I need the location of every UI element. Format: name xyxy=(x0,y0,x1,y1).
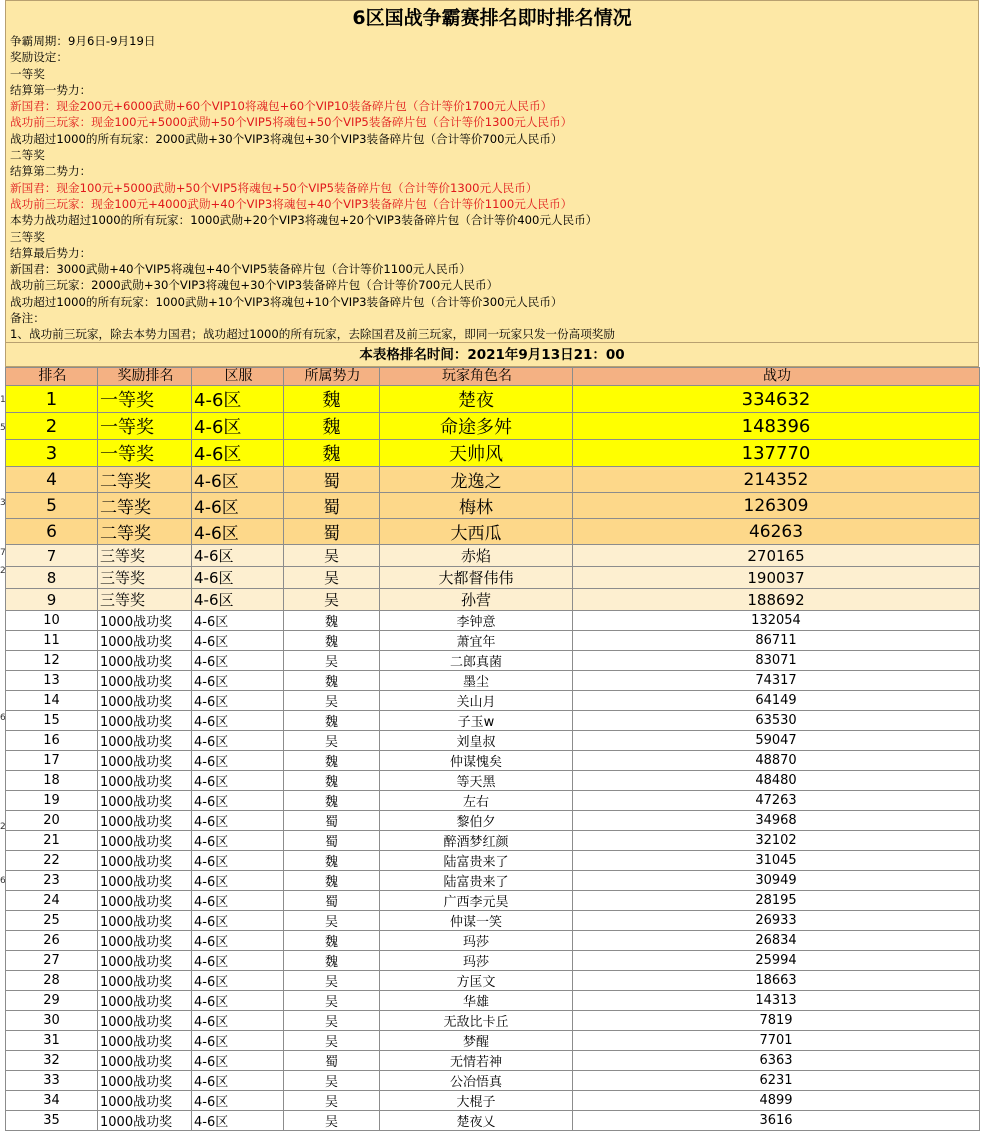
faction-cell[interactable]: 魏 xyxy=(284,771,380,791)
faction-cell[interactable]: 蜀 xyxy=(284,519,380,545)
player-name-cell[interactable]: 刘皇叔 xyxy=(380,731,573,751)
rules-line: 备注： xyxy=(10,311,45,326)
merit-cell[interactable]: 18663 xyxy=(573,971,980,991)
rank-cell[interactable]: 9 xyxy=(6,589,98,611)
faction-cell[interactable]: 魏 xyxy=(284,951,380,971)
server-cell[interactable]: 4-6区 xyxy=(192,545,284,567)
faction-cell[interactable]: 吴 xyxy=(284,1031,380,1051)
server-cell[interactable]: 4-6区 xyxy=(192,519,284,545)
server-cell[interactable]: 4-6区 xyxy=(192,1071,284,1091)
server-cell[interactable]: 4-6区 xyxy=(192,691,284,711)
prize-cell[interactable]: 一等奖 xyxy=(98,413,192,440)
server-cell[interactable]: 4-6区 xyxy=(192,771,284,791)
player-name-cell[interactable]: 梅林 xyxy=(380,493,573,519)
table-row xyxy=(6,1111,980,1131)
player-name-cell[interactable]: 方匡文 xyxy=(380,971,573,991)
faction-cell[interactable]: 吴 xyxy=(284,991,380,1011)
merit-cell[interactable]: 83071 xyxy=(573,651,980,671)
server-cell[interactable]: 4-6区 xyxy=(192,567,284,589)
rank-cell[interactable]: 3 xyxy=(6,440,98,467)
server-cell[interactable]: 4-6区 xyxy=(192,631,284,651)
rank-cell[interactable]: 26 xyxy=(6,931,98,951)
server-cell[interactable]: 4-6区 xyxy=(192,811,284,831)
table-row xyxy=(6,751,980,771)
table-row xyxy=(6,831,980,851)
rank-cell[interactable]: 1 xyxy=(6,386,98,413)
player-name-cell[interactable]: 无敌比卡丘 xyxy=(380,1011,573,1031)
col-header-player-name[interactable]: 玩家角色名 xyxy=(380,368,573,386)
prize-cell[interactable]: 1000战功奖 xyxy=(98,811,192,831)
faction-cell[interactable]: 吴 xyxy=(284,1111,380,1131)
faction-cell[interactable]: 吴 xyxy=(284,545,380,567)
rank-cell[interactable]: 2 xyxy=(6,413,98,440)
ranking-time-banner[interactable]: 本表格排名时间：2021年9月13日21：00 xyxy=(5,343,979,367)
merit-cell[interactable]: 86711 xyxy=(573,631,980,651)
faction-cell[interactable]: 魏 xyxy=(284,413,380,440)
gutter-mark: 2 xyxy=(0,822,6,832)
prize-cell[interactable]: 1000战功奖 xyxy=(98,1011,192,1031)
rank-cell[interactable]: 28 xyxy=(6,971,98,991)
rules-line: 战功前三玩家：现金100元+5000武勋+50个VIP5将魂包+50个VIP5装备碎片包（合计等价1300元人民币） xyxy=(10,115,573,130)
table-row xyxy=(6,611,980,631)
player-name-cell[interactable]: 广西李元昊 xyxy=(380,891,573,911)
server-cell[interactable]: 4-6区 xyxy=(192,871,284,891)
prize-cell[interactable]: 二等奖 xyxy=(98,493,192,519)
prize-cell[interactable]: 1000战功奖 xyxy=(98,791,192,811)
merit-cell[interactable]: 59047 xyxy=(573,731,980,751)
faction-cell[interactable]: 魏 xyxy=(284,671,380,691)
gutter-mark: 6 xyxy=(0,876,6,886)
faction-cell[interactable]: 蜀 xyxy=(284,467,380,493)
prize-cell[interactable]: 1000战功奖 xyxy=(98,931,192,951)
prize-cell[interactable]: 1000战功奖 xyxy=(98,751,192,771)
server-cell[interactable]: 4-6区 xyxy=(192,791,284,811)
rules-line: 一等奖 xyxy=(10,66,45,81)
merit-cell[interactable]: 190037 xyxy=(573,567,980,589)
server-cell[interactable]: 4-6区 xyxy=(192,991,284,1011)
merit-cell[interactable]: 334632 xyxy=(573,386,980,413)
prize-cell[interactable]: 1000战功奖 xyxy=(98,1031,192,1051)
player-name-cell[interactable]: 龙逸之 xyxy=(380,467,573,493)
merit-cell[interactable]: 47263 xyxy=(573,791,980,811)
player-name-cell[interactable]: 左右 xyxy=(380,791,573,811)
faction-cell[interactable]: 魏 xyxy=(284,751,380,771)
table-row xyxy=(6,440,980,467)
rank-cell[interactable]: 20 xyxy=(6,811,98,831)
prize-cell[interactable]: 1000战功奖 xyxy=(98,831,192,851)
player-name-cell[interactable]: 仲谋一笑 xyxy=(380,911,573,931)
rules-line: 新国君：3000武勋+40个VIP5将魂包+40个VIP5装备碎片包（合计等价1100元人民币） xyxy=(10,262,471,277)
server-cell[interactable]: 4-6区 xyxy=(192,1031,284,1051)
prize-cell[interactable]: 1000战功奖 xyxy=(98,711,192,731)
table-row xyxy=(6,386,980,413)
player-name-cell[interactable]: 黎伯夕 xyxy=(380,811,573,831)
col-header-merit[interactable]: 战功 xyxy=(573,368,980,386)
rules-text xyxy=(6,33,978,343)
prize-cell[interactable]: 一等奖 xyxy=(98,386,192,413)
merit-cell[interactable]: 74317 xyxy=(573,671,980,691)
prize-cell[interactable]: 1000战功奖 xyxy=(98,611,192,631)
rules-line: 新国君：现金100元+5000武勋+50个VIP5将魂包+50个VIP5装备碎片包（合计等价1300元人民币） xyxy=(10,180,538,195)
player-name-cell[interactable]: 等天黑 xyxy=(380,771,573,791)
merit-cell[interactable]: 46263 xyxy=(573,519,980,545)
table-row xyxy=(6,771,980,791)
rank-cell[interactable]: 30 xyxy=(6,1011,98,1031)
faction-cell[interactable]: 吴 xyxy=(284,1091,380,1111)
table-row xyxy=(6,1011,980,1031)
gutter-mark: 1 xyxy=(0,395,6,405)
rules-line: 战功超过1000的所有玩家：1000武勋+10个VIP3将魂包+10个VIP3装备碎片包（合计等价300元人民币） xyxy=(10,294,563,309)
server-cell[interactable]: 4-6区 xyxy=(192,440,284,467)
prize-cell[interactable]: 1000战功奖 xyxy=(98,1071,192,1091)
gutter-mark: 6 xyxy=(0,713,6,723)
server-cell[interactable]: 4-6区 xyxy=(192,711,284,731)
rank-cell[interactable]: 16 xyxy=(6,731,98,751)
rank-cell[interactable]: 14 xyxy=(6,691,98,711)
rank-cell[interactable]: 21 xyxy=(6,831,98,851)
faction-cell[interactable]: 魏 xyxy=(284,440,380,467)
server-cell[interactable]: 4-6区 xyxy=(192,831,284,851)
server-cell[interactable]: 4-6区 xyxy=(192,951,284,971)
table-row xyxy=(6,991,980,1011)
merit-cell[interactable]: 132054 xyxy=(573,611,980,631)
merit-cell[interactable]: 14313 xyxy=(573,991,980,1011)
table-row xyxy=(6,519,980,545)
server-cell[interactable]: 4-6区 xyxy=(192,1091,284,1111)
rules-line: 三等奖 xyxy=(10,229,45,244)
merit-cell[interactable]: 48480 xyxy=(573,771,980,791)
col-header-faction[interactable]: 所属势力 xyxy=(284,368,380,386)
rank-cell[interactable]: 32 xyxy=(6,1051,98,1071)
table-row xyxy=(6,567,980,589)
rank-cell[interactable]: 5 xyxy=(6,493,98,519)
player-name-cell[interactable]: 子玉w xyxy=(380,711,573,731)
table-row xyxy=(6,791,980,811)
prize-cell[interactable]: 1000战功奖 xyxy=(98,691,192,711)
prize-cell[interactable]: 三等奖 xyxy=(98,567,192,589)
table-row xyxy=(6,911,980,931)
rank-cell[interactable]: 33 xyxy=(6,1071,98,1091)
faction-cell[interactable]: 蜀 xyxy=(284,493,380,519)
faction-cell[interactable]: 吴 xyxy=(284,911,380,931)
merit-cell[interactable]: 7819 xyxy=(573,1011,980,1031)
merit-cell[interactable]: 148396 xyxy=(573,413,980,440)
prize-cell[interactable]: 1000战功奖 xyxy=(98,1051,192,1071)
rules-line: 结算最后势力： xyxy=(10,245,92,260)
player-name-cell[interactable]: 楚夜乂 xyxy=(380,1111,573,1131)
player-name-cell[interactable]: 大西瓜 xyxy=(380,519,573,545)
spreadsheet xyxy=(5,0,979,1131)
player-name-cell[interactable]: 醉酒梦红颜 xyxy=(380,831,573,851)
prize-cell[interactable]: 1000战功奖 xyxy=(98,991,192,1011)
rank-cell[interactable]: 34 xyxy=(6,1091,98,1111)
rank-cell[interactable]: 7 xyxy=(6,545,98,567)
page-title: 6区国战争霸赛排名即时排名情况 xyxy=(352,7,632,29)
player-name-cell[interactable]: 二郎真菌 xyxy=(380,651,573,671)
faction-cell[interactable]: 魏 xyxy=(284,386,380,413)
player-name-cell[interactable]: 墨尘 xyxy=(380,671,573,691)
table-row xyxy=(6,1091,980,1111)
server-cell[interactable]: 4-6区 xyxy=(192,611,284,631)
table-row xyxy=(6,467,980,493)
gutter-mark: 5 xyxy=(0,423,6,433)
prize-cell[interactable]: 1000战功奖 xyxy=(98,871,192,891)
player-name-cell[interactable]: 华雄 xyxy=(380,991,573,1011)
merit-cell[interactable]: 126309 xyxy=(573,493,980,519)
table-row xyxy=(6,731,980,751)
rules-line: 战功前三玩家：2000武勋+30个VIP3将魂包+30个VIP3装备碎片包（合计等价700元人民币） xyxy=(10,278,499,293)
merit-cell[interactable]: 48870 xyxy=(573,751,980,771)
rules-line: 本势力战功超过1000的所有玩家：1000武勋+20个VIP3将魂包+20个VIP3装备碎片包（合计等价400元人民币） xyxy=(10,213,598,228)
player-name-cell[interactable]: 玛莎 xyxy=(380,931,573,951)
faction-cell[interactable]: 吴 xyxy=(284,567,380,589)
rank-cell[interactable]: 27 xyxy=(6,951,98,971)
player-name-cell[interactable]: 天帅风 xyxy=(380,440,573,467)
faction-cell[interactable]: 魏 xyxy=(284,851,380,871)
player-name-cell[interactable]: 大都督伟伟 xyxy=(380,567,573,589)
player-name-cell[interactable]: 赤焰 xyxy=(380,545,573,567)
faction-cell[interactable]: 魏 xyxy=(284,871,380,891)
merit-cell[interactable]: 270165 xyxy=(573,545,980,567)
merit-cell[interactable]: 188692 xyxy=(573,589,980,611)
merit-cell[interactable]: 6231 xyxy=(573,1071,980,1091)
prize-cell[interactable]: 1000战功奖 xyxy=(98,731,192,751)
server-cell[interactable]: 4-6区 xyxy=(192,589,284,611)
merit-cell[interactable]: 30949 xyxy=(573,871,980,891)
merit-cell[interactable]: 4899 xyxy=(573,1091,980,1111)
faction-cell[interactable]: 吴 xyxy=(284,731,380,751)
prize-cell[interactable]: 三等奖 xyxy=(98,589,192,611)
prize-cell[interactable]: 1000战功奖 xyxy=(98,911,192,931)
rules-panel[interactable] xyxy=(5,0,979,343)
prize-cell[interactable]: 1000战功奖 xyxy=(98,671,192,691)
prize-cell[interactable]: 1000战功奖 xyxy=(98,651,192,671)
server-cell[interactable]: 4-6区 xyxy=(192,1011,284,1031)
server-cell[interactable]: 4-6区 xyxy=(192,467,284,493)
gutter-mark: 2 xyxy=(0,566,6,576)
faction-cell[interactable]: 蜀 xyxy=(284,891,380,911)
faction-cell[interactable]: 蜀 xyxy=(284,1051,380,1071)
merit-cell[interactable]: 32102 xyxy=(573,831,980,851)
server-cell[interactable]: 4-6区 xyxy=(192,671,284,691)
prize-cell[interactable]: 二等奖 xyxy=(98,467,192,493)
player-name-cell[interactable]: 陆富贵来了 xyxy=(380,851,573,871)
merit-cell[interactable]: 26834 xyxy=(573,931,980,951)
rank-cell[interactable]: 6 xyxy=(6,519,98,545)
prize-cell[interactable]: 1000战功奖 xyxy=(98,1111,192,1131)
rules-line: 结算第一势力： xyxy=(10,82,92,97)
player-name-cell[interactable]: 公冶悟真 xyxy=(380,1071,573,1091)
merit-cell[interactable]: 28195 xyxy=(573,891,980,911)
rank-cell[interactable]: 23 xyxy=(6,871,98,891)
merit-cell[interactable]: 3616 xyxy=(573,1111,980,1131)
rank-cell[interactable]: 10 xyxy=(6,611,98,631)
merit-cell[interactable]: 64149 xyxy=(573,691,980,711)
player-name-cell[interactable]: 命途多舛 xyxy=(380,413,573,440)
table-row xyxy=(6,811,980,831)
server-cell[interactable]: 4-6区 xyxy=(192,931,284,951)
col-header-server[interactable]: 区服 xyxy=(192,368,284,386)
player-name-cell[interactable]: 大棍子 xyxy=(380,1091,573,1111)
prize-cell[interactable]: 1000战功奖 xyxy=(98,951,192,971)
merit-cell[interactable]: 26933 xyxy=(573,911,980,931)
player-name-cell[interactable]: 梦醒 xyxy=(380,1031,573,1051)
rank-cell[interactable]: 35 xyxy=(6,1111,98,1131)
merit-cell[interactable]: 7701 xyxy=(573,1031,980,1051)
rank-cell[interactable]: 8 xyxy=(6,567,98,589)
faction-cell[interactable]: 蜀 xyxy=(284,831,380,851)
server-cell[interactable]: 4-6区 xyxy=(192,911,284,931)
rules-line: 战功超过1000的所有玩家：2000武勋+30个VIP3将魂包+30个VIP3装备碎片包（合计等价700元人民币） xyxy=(10,131,563,146)
faction-cell[interactable]: 吴 xyxy=(284,691,380,711)
rank-cell[interactable]: 12 xyxy=(6,651,98,671)
merit-cell[interactable]: 63530 xyxy=(573,711,980,731)
prize-cell[interactable]: 1000战功奖 xyxy=(98,971,192,991)
server-cell[interactable]: 4-6区 xyxy=(192,1111,284,1131)
prize-cell[interactable]: 二等奖 xyxy=(98,519,192,545)
server-cell[interactable]: 4-6区 xyxy=(192,731,284,751)
prize-cell[interactable]: 三等奖 xyxy=(98,545,192,567)
col-header-rank[interactable]: 排名 xyxy=(6,368,98,386)
server-cell[interactable]: 4-6区 xyxy=(192,891,284,911)
table-row xyxy=(6,545,980,567)
player-name-cell[interactable]: 仲谋愧矣 xyxy=(380,751,573,771)
rank-cell[interactable]: 25 xyxy=(6,911,98,931)
player-name-cell[interactable]: 无情若神 xyxy=(380,1051,573,1071)
player-name-cell[interactable]: 陆富贵来了 xyxy=(380,871,573,891)
server-cell[interactable]: 4-6区 xyxy=(192,651,284,671)
merit-cell[interactable]: 6363 xyxy=(573,1051,980,1071)
faction-cell[interactable]: 吴 xyxy=(284,589,380,611)
col-header-prize[interactable]: 奖励排名 xyxy=(98,368,192,386)
gutter-mark: 3 xyxy=(0,498,6,508)
player-name-cell[interactable]: 李钟意 xyxy=(380,611,573,631)
server-cell[interactable]: 4-6区 xyxy=(192,386,284,413)
server-cell[interactable]: 4-6区 xyxy=(192,751,284,771)
rank-cell[interactable]: 24 xyxy=(6,891,98,911)
table-row xyxy=(6,851,980,871)
server-cell[interactable]: 4-6区 xyxy=(192,413,284,440)
rank-cell[interactable]: 17 xyxy=(6,751,98,771)
table-row xyxy=(6,589,980,611)
rank-cell[interactable]: 15 xyxy=(6,711,98,731)
player-name-cell[interactable]: 楚夜 xyxy=(380,386,573,413)
faction-cell[interactable]: 蜀 xyxy=(284,811,380,831)
rank-cell[interactable]: 31 xyxy=(6,1031,98,1051)
rules-line: 奖励设定： xyxy=(10,50,68,65)
table-row xyxy=(6,691,980,711)
table-header-row xyxy=(6,368,980,386)
player-name-cell[interactable]: 玛莎 xyxy=(380,951,573,971)
merit-cell[interactable]: 25994 xyxy=(573,951,980,971)
prize-cell[interactable]: 一等奖 xyxy=(98,440,192,467)
table-row xyxy=(6,1051,980,1071)
rules-line: 战功前三玩家：现金100元+4000武勋+40个VIP3将魂包+40个VIP3装备碎片包（合计等价1100元人民币） xyxy=(10,196,573,211)
merit-cell[interactable]: 31045 xyxy=(573,851,980,871)
table-row xyxy=(6,631,980,651)
ranking-table xyxy=(5,367,980,1131)
server-cell[interactable]: 4-6区 xyxy=(192,1051,284,1071)
table-row xyxy=(6,951,980,971)
player-name-cell[interactable]: 孙营 xyxy=(380,589,573,611)
merit-cell[interactable]: 34968 xyxy=(573,811,980,831)
faction-cell[interactable]: 魏 xyxy=(284,931,380,951)
faction-cell[interactable]: 吴 xyxy=(284,651,380,671)
rules-line: 二等奖 xyxy=(10,148,45,163)
rules-line: 结算第二势力： xyxy=(10,164,92,179)
table-row xyxy=(6,871,980,891)
server-cell[interactable]: 4-6区 xyxy=(192,971,284,991)
table-row xyxy=(6,711,980,731)
player-name-cell[interactable]: 萧宜年 xyxy=(380,631,573,651)
merit-cell[interactable]: 214352 xyxy=(573,467,980,493)
merit-cell[interactable]: 137770 xyxy=(573,440,980,467)
rules-line: 争霸周期：9月6日-9月19日 xyxy=(10,34,156,48)
faction-cell[interactable]: 魏 xyxy=(284,791,380,811)
prize-cell[interactable]: 1000战功奖 xyxy=(98,891,192,911)
prize-cell[interactable]: 1000战功奖 xyxy=(98,1091,192,1111)
table-row xyxy=(6,931,980,951)
faction-cell[interactable]: 吴 xyxy=(284,1011,380,1031)
rank-cell[interactable]: 13 xyxy=(6,671,98,691)
faction-cell[interactable]: 吴 xyxy=(284,971,380,991)
table-row xyxy=(6,891,980,911)
player-name-cell[interactable]: 关山月 xyxy=(380,691,573,711)
rank-cell[interactable]: 18 xyxy=(6,771,98,791)
table-row xyxy=(6,413,980,440)
table-row xyxy=(6,671,980,691)
rank-cell[interactable]: 11 xyxy=(6,631,98,651)
faction-cell[interactable]: 魏 xyxy=(284,611,380,631)
rank-cell[interactable]: 22 xyxy=(6,851,98,871)
rules-line: 1、战功前三玩家，除去本势力国君；战功超过1000的所有玩家，去除国君及前三玩家，即同一玩家只发一份高项奖励 xyxy=(10,327,615,342)
prize-cell[interactable]: 1000战功奖 xyxy=(98,771,192,791)
table-row xyxy=(6,971,980,991)
rank-cell[interactable]: 29 xyxy=(6,991,98,1011)
table-row xyxy=(6,1031,980,1051)
gutter-mark: 7 xyxy=(0,548,6,558)
rank-cell[interactable]: 4 xyxy=(6,467,98,493)
prize-cell[interactable]: 1000战功奖 xyxy=(98,631,192,651)
server-cell[interactable]: 4-6区 xyxy=(192,493,284,519)
faction-cell[interactable]: 吴 xyxy=(284,1071,380,1091)
rank-cell[interactable]: 19 xyxy=(6,791,98,811)
faction-cell[interactable]: 魏 xyxy=(284,711,380,731)
faction-cell[interactable]: 魏 xyxy=(284,631,380,651)
table-row xyxy=(6,651,980,671)
rules-line: 新国君：现金200元+6000武勋+60个VIP10将魂包+60个VIP10装备碎片包（合计等价1700元人民币） xyxy=(10,99,553,114)
prize-cell[interactable]: 1000战功奖 xyxy=(98,851,192,871)
server-cell[interactable]: 4-6区 xyxy=(192,851,284,871)
table-row xyxy=(6,493,980,519)
